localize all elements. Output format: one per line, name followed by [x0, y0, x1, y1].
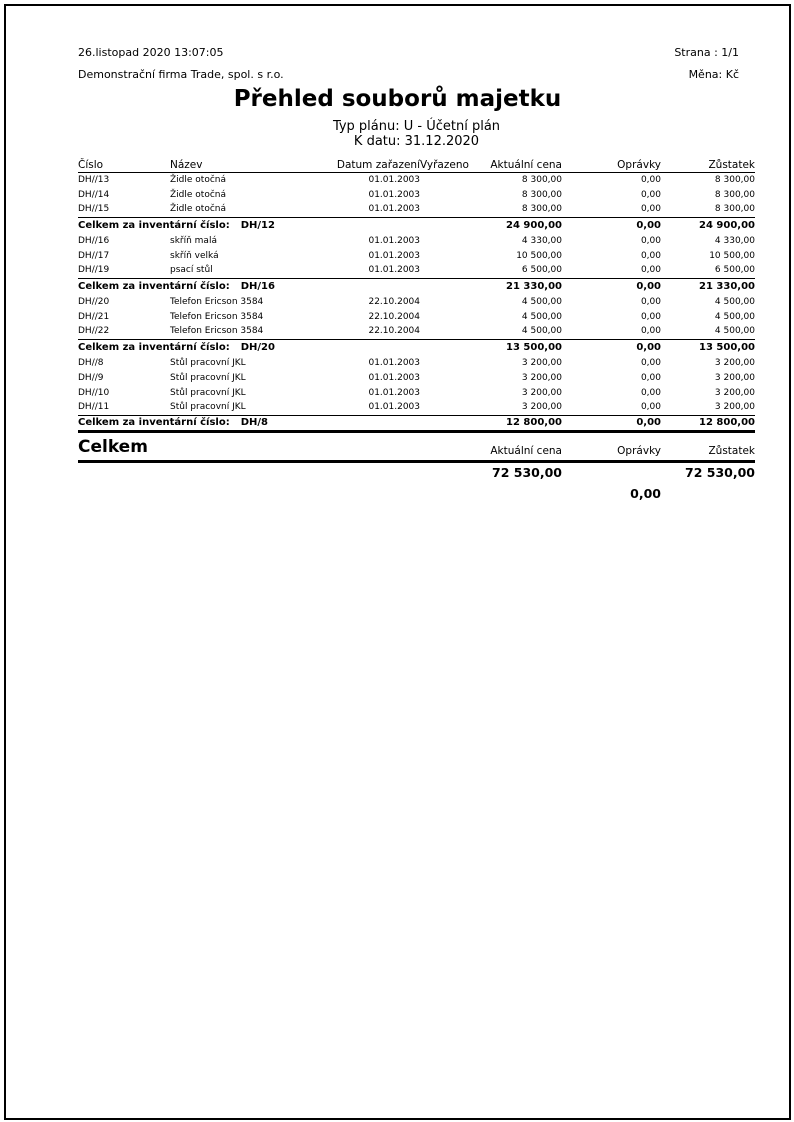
cell-opravky: 0,00 [640, 250, 661, 261]
cell-nazev: Stůl pracovní JKL [170, 372, 246, 383]
company-name: Demonstrační firma Trade, spol. s r.o. [78, 68, 284, 81]
group-total-label-cell [78, 217, 482, 233]
cell-vyrazeno [420, 248, 482, 263]
asset-row [78, 309, 755, 324]
column-header-cislo: Číslo [78, 158, 170, 172]
cell-vyrazeno [420, 324, 482, 339]
cell-zustatek: 8 300,00 [714, 174, 755, 185]
cell-cislo: DH//9 [78, 372, 104, 383]
report-header [78, 42, 739, 86]
header-left [78, 42, 284, 86]
asset-row [78, 400, 755, 415]
asset-row [78, 233, 755, 248]
group-total-opravky: 0,00 [562, 415, 661, 431]
cell-cena: 3 200,00 [521, 387, 562, 398]
cell-nazev: Stůl pracovní JKL [170, 402, 246, 413]
cell-zustatek: 3 200,00 [714, 372, 755, 383]
cell-cislo: DH//19 [78, 265, 110, 276]
cell-datum: 01.01.2003 [368, 250, 420, 261]
grand-total-opravky-row [78, 480, 755, 501]
column-header-nazev: Název [170, 158, 330, 172]
cell-cena: 3 200,00 [521, 402, 562, 413]
cell-cislo: DH//22 [78, 326, 110, 337]
grand-column-opravky: Oprávky [562, 437, 661, 462]
cell-cislo: DH//8 [78, 357, 104, 368]
cell-opravky: 0,00 [640, 296, 661, 307]
cell-datum: 01.01.2003 [368, 357, 420, 368]
cell-opravky: 0,00 [640, 402, 661, 413]
cell-vyrazeno [420, 309, 482, 324]
cell-cislo: DH//21 [78, 311, 110, 322]
column-header-datum-zarazeni: Datum zařazení [330, 158, 420, 172]
cell-nazev: psací stůl [170, 265, 213, 276]
cell-opravky: 0,00 [640, 326, 661, 337]
cell-datum: 01.01.2003 [368, 372, 420, 383]
group-total-label-cell [78, 278, 482, 294]
cell-vyrazeno [420, 202, 482, 217]
group-total-row [78, 415, 755, 431]
cell-nazev: Stůl pracovní JKL [170, 357, 246, 368]
asset-row [78, 324, 755, 339]
cell-datum: 01.01.2003 [368, 204, 420, 215]
cell-opravky: 0,00 [640, 265, 661, 276]
cell-datum: 22.10.2004 [368, 296, 420, 307]
asset-row [78, 202, 755, 217]
cell-nazev: Telefon Ericson 3584 [170, 311, 264, 322]
cell-opravky: 0,00 [640, 235, 661, 246]
cell-cena: 4 330,00 [521, 235, 562, 246]
group-total-opravky: 0,00 [562, 339, 661, 355]
grand-total-spacer [78, 462, 482, 480]
cell-vyrazeno [420, 370, 482, 385]
grand-column-aktualni-cena: Aktuální cena [482, 437, 562, 462]
cell-zustatek: 4 330,00 [714, 235, 755, 246]
cell-cena: 8 300,00 [521, 174, 562, 185]
group-total-label: Celkem za inventární číslo: [78, 219, 230, 231]
cell-cislo: DH//14 [78, 189, 110, 200]
grand-total-opravky: 0,00 [630, 485, 661, 501]
group-total-cena: 12 800,00 [482, 415, 562, 431]
cell-vyrazeno [420, 172, 482, 187]
cell-datum: 01.01.2003 [368, 402, 420, 413]
cell-datum: 01.01.2003 [368, 189, 420, 200]
group-total-opravky: 0,00 [562, 278, 661, 294]
group-total-zustatek: 12 800,00 [661, 415, 755, 431]
cell-cislo: DH//16 [78, 235, 110, 246]
report-subtitle [78, 119, 755, 149]
header-right [674, 42, 739, 86]
grand-total-empty [562, 462, 661, 480]
cell-zustatek: 8 300,00 [714, 204, 755, 215]
table-header-row [78, 158, 755, 172]
cell-nazev: Stůl pracovní JKL [170, 387, 246, 398]
group-total-cena: 13 500,00 [482, 339, 562, 355]
cell-datum: 01.01.2003 [368, 174, 420, 185]
cell-datum: 22.10.2004 [368, 326, 420, 337]
cell-zustatek: 6 500,00 [714, 265, 755, 276]
cell-nazev: Židle otočná [170, 174, 226, 185]
cell-cena: 4 500,00 [521, 326, 562, 337]
cell-cena: 3 200,00 [521, 372, 562, 383]
group-total-id: DH/8 [240, 417, 269, 428]
asset-row [78, 385, 755, 400]
group-total-label: Celkem za inventární číslo: [78, 280, 230, 292]
grand-total-empty [661, 480, 755, 501]
page-number: Strana : 1/1 [674, 46, 739, 59]
group-total-zustatek: 21 330,00 [661, 278, 755, 294]
cell-cena: 3 200,00 [521, 357, 562, 368]
asset-row [78, 187, 755, 202]
cell-vyrazeno [420, 400, 482, 415]
cell-opravky: 0,00 [640, 311, 661, 322]
group-total-row [78, 339, 755, 355]
asset-row [78, 248, 755, 263]
group-total-row [78, 217, 755, 233]
cell-cislo: DH//15 [78, 204, 110, 215]
cell-zustatek: 3 200,00 [714, 387, 755, 398]
column-header-zustatek: Zůstatek [661, 158, 755, 172]
cell-vyrazeno [420, 233, 482, 248]
cell-cislo: DH//11 [78, 402, 110, 413]
cell-opravky: 0,00 [640, 189, 661, 200]
cell-cislo: DH//17 [78, 250, 110, 261]
group-total-id: DH/16 [240, 280, 275, 292]
group-total-opravky: 0,00 [562, 217, 661, 233]
group-total-zustatek: 13 500,00 [661, 339, 755, 355]
group-total-label: Celkem za inventární číslo: [78, 417, 230, 428]
cell-datum: 01.01.2003 [368, 265, 420, 276]
cell-vyrazeno [420, 355, 482, 370]
asset-row [78, 263, 755, 278]
cell-opravky: 0,00 [640, 174, 661, 185]
assets-table [78, 158, 755, 433]
grand-total-label: Celkem [78, 437, 482, 462]
cell-cena: 10 500,00 [516, 250, 562, 261]
asset-row [78, 355, 755, 370]
group-total-cena: 24 900,00 [482, 217, 562, 233]
cell-vyrazeno [420, 294, 482, 309]
cell-cena: 4 500,00 [521, 296, 562, 307]
cell-nazev: Židle otočná [170, 204, 226, 215]
report-page [4, 4, 791, 1120]
cell-cislo: DH//10 [78, 387, 110, 398]
cell-cena: 8 300,00 [521, 189, 562, 200]
cell-nazev: Telefon Ericson 3584 [170, 296, 264, 307]
grand-total-spacer [78, 480, 482, 501]
group-total-label-cell [78, 415, 482, 431]
asset-row [78, 370, 755, 385]
currency-label: Měna: Kč [688, 68, 739, 81]
plan-type-line: Typ plánu: U - Účetní plán [332, 119, 501, 134]
cell-vyrazeno [420, 385, 482, 400]
asset-row [78, 294, 755, 309]
cell-zustatek: 4 500,00 [714, 296, 755, 307]
cell-opravky: 0,00 [640, 372, 661, 383]
cell-nazev: Židle otočná [170, 189, 226, 200]
grand-total-values-row [78, 462, 755, 480]
grand-total-zustatek: 72 530,00 [685, 464, 755, 480]
group-total-zustatek: 24 900,00 [661, 217, 755, 233]
cell-datum: 01.01.2003 [368, 235, 420, 246]
cell-opravky: 0,00 [640, 357, 661, 368]
cell-nazev: skříň malá [170, 235, 217, 246]
grand-total-section [78, 437, 755, 501]
cell-cislo: DH//20 [78, 296, 110, 307]
grand-total-cena: 72 530,00 [492, 464, 562, 480]
cell-zustatek: 3 200,00 [714, 402, 755, 413]
cell-opravky: 0,00 [640, 204, 661, 215]
cell-zustatek: 3 200,00 [714, 357, 755, 368]
cell-cislo: DH//13 [78, 174, 110, 185]
column-header-opravky: Oprávky [562, 158, 661, 172]
cell-opravky: 0,00 [640, 387, 661, 398]
grand-column-zustatek: Zůstatek [661, 437, 755, 462]
cell-zustatek: 8 300,00 [714, 189, 755, 200]
column-header-aktualni-cena: Aktuální cena [482, 158, 562, 172]
cell-datum: 01.01.2003 [368, 387, 420, 398]
cell-zustatek: 4 500,00 [714, 326, 755, 337]
cell-zustatek: 10 500,00 [709, 250, 755, 261]
cell-nazev: Telefon Ericson 3584 [170, 326, 264, 337]
grand-total-header-row [78, 437, 755, 462]
asset-row [78, 172, 755, 187]
column-header-vyrazeno: Vyřazeno [420, 158, 482, 172]
as-of-date-line: K datu: 31.12.2020 [353, 134, 480, 149]
cell-zustatek: 4 500,00 [714, 311, 755, 322]
cell-nazev: skříň velká [170, 250, 219, 261]
cell-cena: 8 300,00 [521, 204, 562, 215]
group-total-row [78, 278, 755, 294]
cell-datum: 22.10.2004 [368, 311, 420, 322]
group-total-cena: 21 330,00 [482, 278, 562, 294]
group-total-label-cell [78, 339, 482, 355]
cell-cena: 4 500,00 [521, 311, 562, 322]
cell-cena: 6 500,00 [521, 265, 562, 276]
grand-total-empty [482, 480, 562, 501]
cell-vyrazeno [420, 263, 482, 278]
report-title: Přehled souborů majetku [233, 86, 562, 112]
cell-vyrazeno [420, 187, 482, 202]
print-timestamp: 26.listopad 2020 13:07:05 [78, 46, 224, 59]
group-total-id: DH/12 [240, 219, 275, 231]
group-total-id: DH/20 [240, 341, 275, 353]
group-total-label: Celkem za inventární číslo: [78, 341, 230, 353]
